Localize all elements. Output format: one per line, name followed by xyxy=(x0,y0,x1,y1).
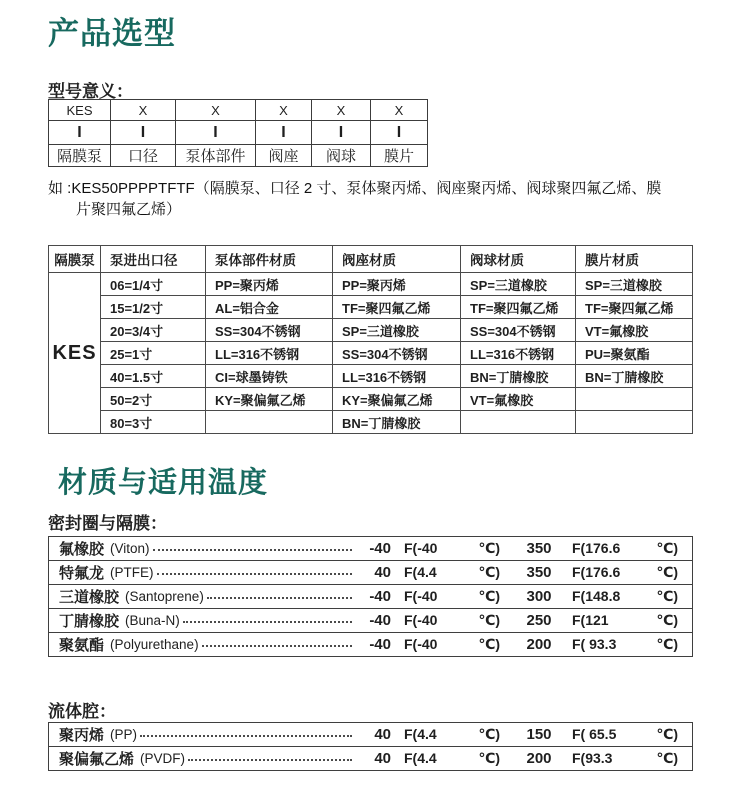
max-temp-celsius xyxy=(572,588,678,605)
model-table-cell: 膜片 xyxy=(371,145,428,167)
temperature-row xyxy=(48,584,693,609)
selection-data-cell: 15=1/2寸 xyxy=(101,296,206,319)
temperature-row xyxy=(48,632,693,657)
min-temp-f-value: 40 xyxy=(374,564,391,581)
selection-header-row xyxy=(49,246,693,273)
pump-selection-table xyxy=(48,245,693,434)
selection-data-cell xyxy=(576,388,693,411)
seal-temperature-table xyxy=(48,536,693,657)
material-name-en: (PVDF) xyxy=(140,751,186,766)
material-name-en: (Santoprene) xyxy=(125,589,204,604)
selection-data-cell: TF=聚四氟乙烯 xyxy=(576,296,693,319)
material-name-zh: 特氟龙 xyxy=(59,565,105,582)
selection-data-cell xyxy=(576,411,693,434)
min-temp-celsius-unit: ℃) xyxy=(478,540,500,556)
model-table-cell: X xyxy=(111,100,176,121)
selection-header-cell: 泵进出口径 xyxy=(101,246,206,273)
min-temp-celsius-unit: ℃) xyxy=(478,636,500,652)
model-table-cell: 口径 xyxy=(111,145,176,167)
max-temp-celsius xyxy=(572,564,678,581)
max-temp-celsius-text: F( 93.3 xyxy=(572,636,617,652)
selection-data-cell: KY=聚偏氟乙烯 xyxy=(206,388,333,411)
material-name-zh: 聚偏氟乙烯 xyxy=(59,751,135,768)
material-name-en: (PTFE) xyxy=(110,565,154,580)
min-temp-celsius-text: F(-40 xyxy=(404,612,438,628)
min-temp-f-value: -40 xyxy=(369,588,391,605)
max-temp-f-value: 150 xyxy=(526,726,552,743)
max-temp-celsius xyxy=(572,726,678,743)
model-example-line1: 如 :KES50PPPPTFTF（隔膜泵、口径 2 寸、泵体聚丙烯、阀座聚丙烯、阀球聚四氟乙烯、膜 xyxy=(48,180,662,197)
material-name-en: (PP) xyxy=(110,727,138,742)
max-temp-celsius-text: F(121 xyxy=(572,612,609,628)
selection-data-cell: SP=三道橡胶 xyxy=(576,273,693,296)
dotted-leader xyxy=(157,573,352,575)
model-table-cell: 泵体部件 xyxy=(176,145,256,167)
dotted-leader xyxy=(153,549,352,551)
max-temp-celsius xyxy=(572,636,678,653)
min-temp-celsius-text: F(4.4 xyxy=(404,726,437,742)
min-temp-celsius xyxy=(404,726,500,743)
model-table-cell: X xyxy=(256,100,312,121)
selection-data-cell: 80=3寸 xyxy=(101,411,206,434)
model-table-cell: KES xyxy=(49,100,111,121)
selection-header-cell: 膜片材质 xyxy=(576,246,693,273)
min-temp-f-value: -40 xyxy=(369,636,391,653)
selection-data-cell: 06=1/4寸 xyxy=(101,273,206,296)
max-temp-celsius-unit: ℃) xyxy=(656,726,678,742)
model-table-cell: I xyxy=(49,121,111,145)
dotted-leader xyxy=(202,645,352,647)
min-temp-celsius-unit: ℃) xyxy=(478,588,500,604)
model-example-text xyxy=(48,178,708,220)
max-temp-celsius-unit: ℃) xyxy=(656,750,678,766)
min-temp-celsius-unit: ℃) xyxy=(478,564,500,580)
selection-data-cell: SS=304不锈钢 xyxy=(461,319,576,342)
selection-data-cell: KY=聚偏氟乙烯 xyxy=(333,388,461,411)
selection-header-cell: 阀座材质 xyxy=(333,246,461,273)
max-temp-celsius xyxy=(572,540,678,557)
model-meaning-label: 型号意义： xyxy=(48,82,133,101)
selection-corner-cell: 隔膜泵 xyxy=(49,246,101,273)
model-table-cell: X xyxy=(371,100,428,121)
max-temp-f-value: 250 xyxy=(526,612,552,629)
min-temp-celsius-text: F(-40 xyxy=(404,636,438,652)
min-temp-f-value: 40 xyxy=(374,750,391,767)
selection-data-row xyxy=(49,342,693,365)
selection-data-row xyxy=(49,273,693,296)
material-name-zh: 丁腈橡胶 xyxy=(59,613,120,630)
selection-data-cell: SP=三道橡胶 xyxy=(333,319,461,342)
material-name-zh: 氟橡胶 xyxy=(59,541,105,558)
selection-series-cell: KES xyxy=(49,273,101,434)
min-temp-celsius-text: F(4.4 xyxy=(404,564,437,580)
selection-data-cell: TF=聚四氟乙烯 xyxy=(333,296,461,319)
selection-data-cell: VT=氟橡胶 xyxy=(576,319,693,342)
selection-data-cell: LL=316不锈钢 xyxy=(206,342,333,365)
min-temp-celsius xyxy=(404,612,500,629)
model-table-cell: 隔膜泵 xyxy=(49,145,111,167)
selection-data-cell: 20=3/4寸 xyxy=(101,319,206,342)
min-temp-f-value: -40 xyxy=(369,612,391,629)
min-temp-celsius xyxy=(404,750,500,767)
min-temp-celsius-text: F(-40 xyxy=(404,588,438,604)
max-temp-f-value: 200 xyxy=(526,750,552,767)
selection-header-cell: 泵体部件材质 xyxy=(206,246,333,273)
selection-data-row xyxy=(49,411,693,434)
model-table-cell: I xyxy=(256,121,312,145)
selection-data-cell: SS=304不锈钢 xyxy=(206,319,333,342)
model-meaning-table xyxy=(48,99,428,167)
fluid-temperature-table xyxy=(48,722,693,771)
max-temp-celsius-text: F(148.8 xyxy=(572,588,621,604)
material-name-zh: 聚丙烯 xyxy=(59,727,105,744)
min-temp-f-value: -40 xyxy=(369,540,391,557)
selection-data-cell: BN=丁腈橡胶 xyxy=(333,411,461,434)
max-temp-f-value: 300 xyxy=(526,588,552,605)
max-temp-celsius-text: F(176.6 xyxy=(572,564,621,580)
page-title: 产品选型 xyxy=(48,16,176,51)
max-temp-f-value: 200 xyxy=(526,636,552,653)
model-table-row xyxy=(49,100,428,121)
selection-data-cell: TF=聚四氟乙烯 xyxy=(461,296,576,319)
model-table-row xyxy=(49,145,428,167)
temperature-row xyxy=(48,722,693,747)
min-temp-celsius xyxy=(404,636,500,653)
temperature-row xyxy=(48,608,693,633)
model-example-line2: 片聚四氟乙烯） xyxy=(76,201,182,218)
selection-data-cell: LL=316不锈钢 xyxy=(461,342,576,365)
model-table-cell: 阀球 xyxy=(312,145,371,167)
selection-data-cell: CI=球墨铸铁 xyxy=(206,365,333,388)
max-temp-celsius-text: F( 65.5 xyxy=(572,726,617,742)
dotted-leader xyxy=(183,621,352,623)
max-temp-f-value: 350 xyxy=(526,564,552,581)
selection-data-row xyxy=(49,365,693,388)
selection-data-cell xyxy=(461,411,576,434)
min-temp-celsius-text: F(-40 xyxy=(404,540,438,556)
model-table-row xyxy=(49,121,428,145)
min-temp-celsius-unit: ℃) xyxy=(478,750,500,766)
seal-diaphragm-label: 密封圈与隔膜： xyxy=(48,514,167,533)
selection-data-cell: BN=丁腈橡胶 xyxy=(576,365,693,388)
model-table-cell: I xyxy=(312,121,371,145)
selection-data-cell: 25=1寸 xyxy=(101,342,206,365)
min-temp-celsius-unit: ℃) xyxy=(478,726,500,742)
max-temp-celsius-text: F(176.6 xyxy=(572,540,621,556)
min-temp-celsius-unit: ℃) xyxy=(478,612,500,628)
max-temp-f-value: 350 xyxy=(526,540,552,557)
selection-data-row xyxy=(49,296,693,319)
selection-data-cell: 50=2寸 xyxy=(101,388,206,411)
min-temp-celsius xyxy=(404,540,500,557)
selection-data-row xyxy=(49,319,693,342)
material-name-en: (Polyurethane) xyxy=(110,637,199,652)
model-table-cell: X xyxy=(176,100,256,121)
max-temp-celsius-unit: ℃) xyxy=(656,564,678,580)
selection-data-cell: LL=316不锈钢 xyxy=(333,365,461,388)
model-table-cell: I xyxy=(371,121,428,145)
model-table-cell: X xyxy=(312,100,371,121)
min-temp-celsius xyxy=(404,588,500,605)
model-table-cell: I xyxy=(176,121,256,145)
temperature-row xyxy=(48,560,693,585)
material-name-zh: 聚氨酯 xyxy=(59,637,105,654)
max-temp-celsius-unit: ℃) xyxy=(656,540,678,556)
max-temp-celsius-unit: ℃) xyxy=(656,612,678,628)
selection-data-cell: AL=铝合金 xyxy=(206,296,333,319)
dotted-leader xyxy=(188,759,352,761)
selection-data-cell: VT=氟橡胶 xyxy=(461,388,576,411)
selection-data-cell: 40=1.5寸 xyxy=(101,365,206,388)
selection-data-cell: PU=聚氨酯 xyxy=(576,342,693,365)
max-temp-celsius-unit: ℃) xyxy=(656,636,678,652)
max-temp-celsius-text: F(93.3 xyxy=(572,750,613,766)
model-table-cell: I xyxy=(111,121,176,145)
material-name-en: (Buna-N) xyxy=(125,613,180,628)
max-temp-celsius xyxy=(572,612,678,629)
selection-data-cell: PP=聚丙烯 xyxy=(333,273,461,296)
material-name-en: (Viton) xyxy=(110,541,150,556)
selection-data-cell: SS=304不锈钢 xyxy=(333,342,461,365)
max-temp-celsius-unit: ℃) xyxy=(656,588,678,604)
min-temp-celsius-text: F(4.4 xyxy=(404,750,437,766)
dotted-leader xyxy=(140,735,352,737)
min-temp-f-value: 40 xyxy=(374,726,391,743)
selection-data-cell: SP=三道橡胶 xyxy=(461,273,576,296)
dotted-leader xyxy=(207,597,352,599)
model-table-cell: 阀座 xyxy=(256,145,312,167)
max-temp-celsius xyxy=(572,750,678,767)
fluid-chamber-label: 流体腔： xyxy=(48,702,116,721)
selection-header-cell: 阀球材质 xyxy=(461,246,576,273)
temperature-row xyxy=(48,746,693,771)
min-temp-celsius xyxy=(404,564,500,581)
materials-section-title: 材质与适用温度 xyxy=(58,467,269,499)
temperature-row xyxy=(48,536,693,561)
selection-data-cell xyxy=(206,411,333,434)
selection-data-cell: BN=丁腈橡胶 xyxy=(461,365,576,388)
material-name-zh: 三道橡胶 xyxy=(59,589,120,606)
selection-data-row xyxy=(49,388,693,411)
selection-data-cell: PP=聚丙烯 xyxy=(206,273,333,296)
